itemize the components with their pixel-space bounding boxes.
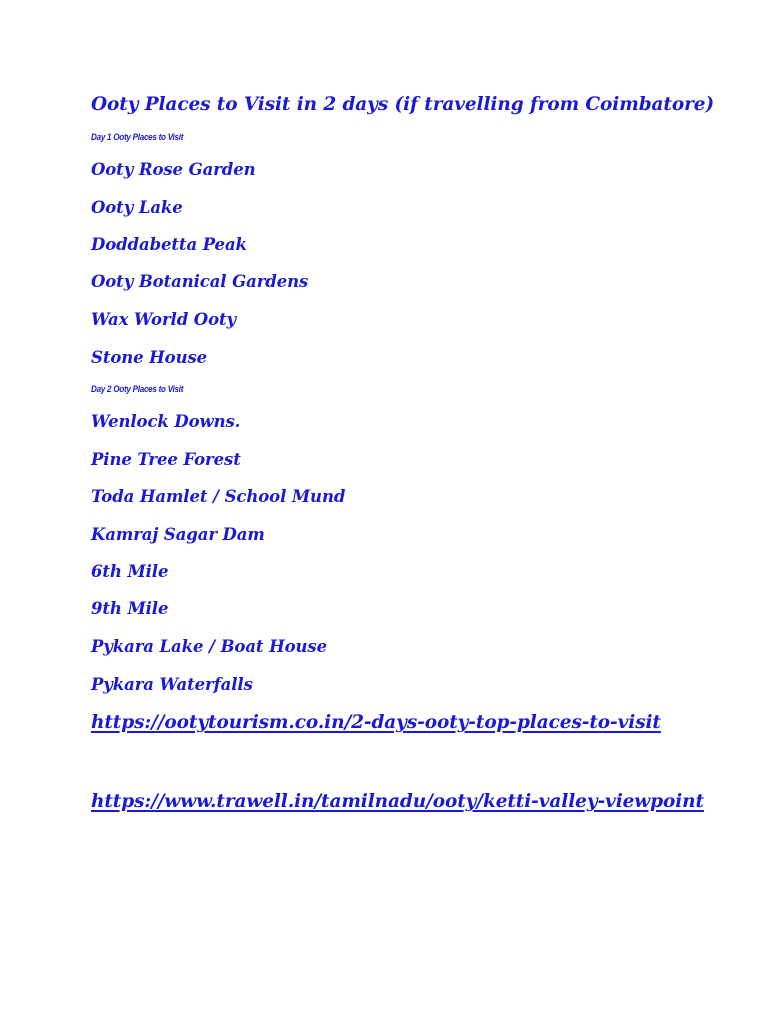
trawell-link[interactable]: https://www.trawell.in/tamilnadu/ooty/ketti-valley-viewpoint — [91, 791, 704, 812]
day1-heading: Day 1 Ooty Places to Visit — [91, 132, 184, 142]
day2-place-8: Pykara Waterfalls — [91, 675, 253, 694]
day2-place-3: Toda Hamlet / School Mund — [91, 487, 346, 506]
day1-place-2: Ooty Lake — [91, 198, 183, 217]
day1-place-4: Ooty Botanical Gardens — [91, 272, 309, 291]
day2-place-6: 9th Mile — [91, 599, 169, 618]
day1-place-1: Ooty Rose Garden — [91, 160, 256, 179]
day2-place-5: 6th Mile — [91, 562, 169, 581]
day2-place-4: Kamraj Sagar Dam — [91, 525, 265, 544]
ootytourism-link[interactable]: https://ootytourism.co.in/2-days-ooty-top-places-to-visit — [91, 712, 661, 733]
page-title: Ooty Places to Visit in 2 days (if travelling from Coimbatore) — [91, 94, 715, 115]
day2-heading: Day 2 Ooty Places to Visit — [91, 384, 184, 394]
day1-place-6: Stone House — [91, 348, 208, 367]
day1-place-3: Doddabetta Peak — [91, 235, 247, 254]
day2-place-2: Pine Tree Forest — [91, 450, 241, 469]
day2-place-1: Wenlock Downs. — [91, 412, 241, 431]
day1-place-5: Wax World Ooty — [91, 310, 236, 329]
day2-place-7: Pykara Lake / Boat House — [91, 637, 327, 656]
